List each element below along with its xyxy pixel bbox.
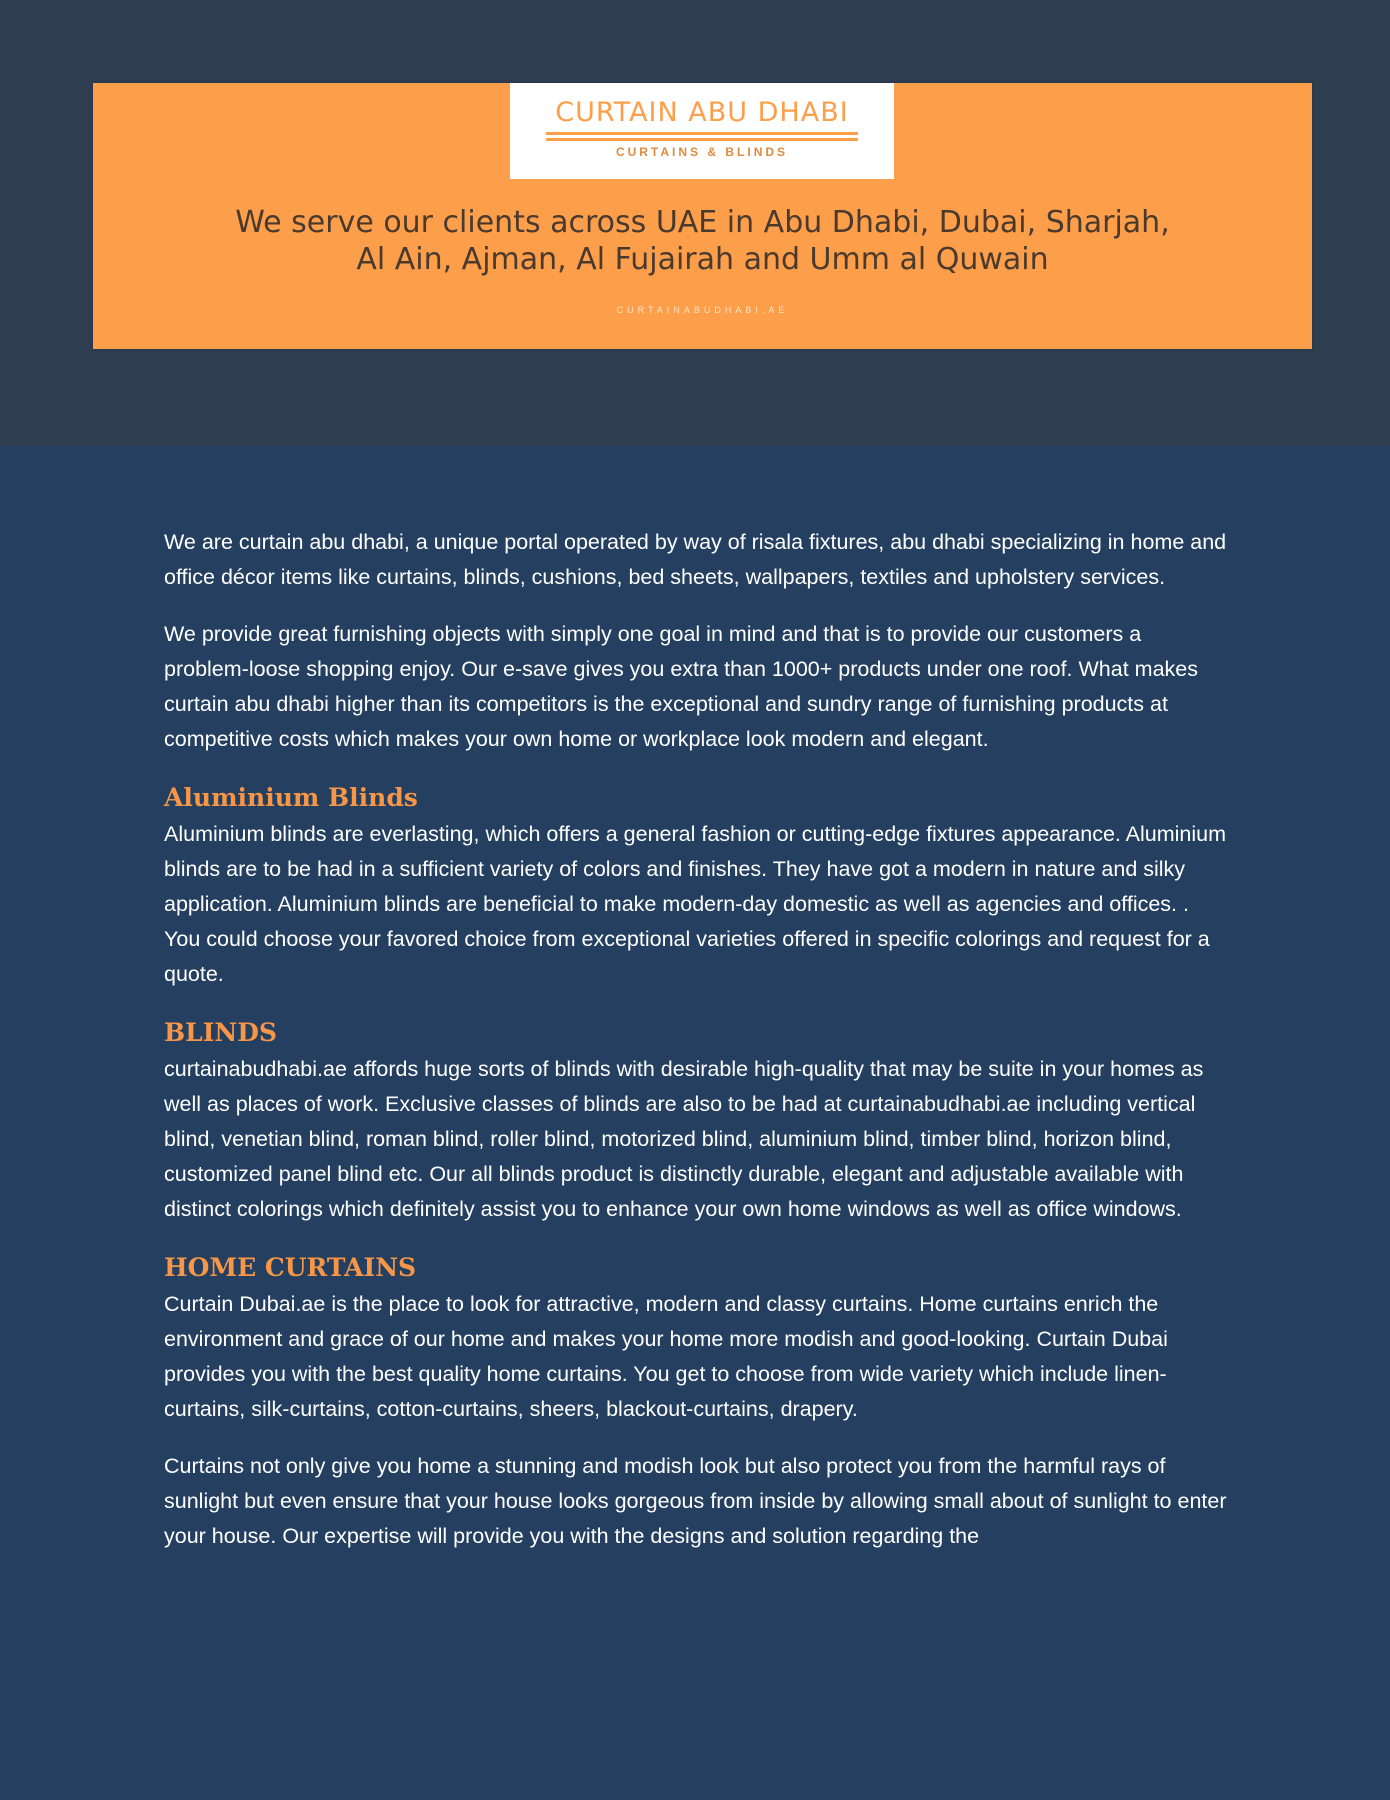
section-heading-home-curtains: HOME CURTAINS [164,1253,417,1282]
section-paragraph: Curtain Dubai.ae is the place to look for attractive, modern and classy curtains. Home curtains enrich the environment and grace of our home and makes your home more modish and good-looking. Curtain Dubai provides you with the best quality home curtains. You get to choose from wide variety which include linen-curtains, silk-curtains, cotton-curtains, sheers, blackout-curtains, drapery. [164,1292,1168,1421]
header-band [0,0,1390,446]
logo-tagline: CURTAINS & BLINDS [615,145,789,159]
logo-rule [546,132,858,135]
banner-url: CURTAINABUDHABI.AE [616,305,789,315]
section-heading-aluminium-blinds: Aluminium Blinds [164,783,418,812]
logo-rule [546,138,858,141]
section-heading-blinds: BLINDS [164,1018,277,1047]
banner-headline [93,204,1312,278]
section-paragraph: curtainabudhabi.ae affords huge sorts of blinds with desirable high-quality that may be suite in your homes as well as places of work. Exclusive classes of blinds are also to be had at curtainabudhabi.ae including vertical blind, venetian blind, roman blind, roller blind, motorized blind, aluminium blind, timber blind, horizon blind, customized panel blind etc. Our all blinds product is distinctly durable, elegant and adjustable available with distinct colorings which definitely assist you to enhance your own home windows as well as office windows. [164,1057,1204,1221]
banner-headline-line2: Al Ain, Ajman, Al Fujairah and Umm al Quwain [356,242,1049,277]
section-paragraph: Aluminium blinds are everlasting, which offers a general fashion or cutting-edge fixtures appearance. Aluminium blinds are to be had in a sufficient variety of colors and finishes. They have got a modern in nature and silky application. Aluminium blinds are beneficial to make modern-day domestic as well as agencies and offices. . You could choose your favored choice from exceptional varieties offered in specific colorings and request for a quote. [164,822,1227,986]
logo-name: CURTAIN ABU DHABI [555,97,849,128]
banner-image [93,83,1312,349]
article-body [164,525,1230,1576]
section-paragraph: Curtains not only give you home a stunning and modish look but also protect you from the harmful rays of sunlight but even ensure that your house looks gorgeous from inside by allowing small about of sunlight to enter your house. Our expertise will provide you with the designs and solution regarding the [164,1454,1227,1548]
intro-paragraph: We provide great furnishing objects with simply one goal in mind and that is to provide our customers a problem-loose shopping enjoy. Our e-save gives you extra than 1000+ products under one roof. What makes curtain abu dhabi higher than its competitors is the exceptional and sundry range of furnishing products at competitive costs which makes your own home or workplace look modern and elegant. [164,622,1198,751]
intro-paragraph: We are curtain abu dhabi, a unique portal operated by way of risala fixtures, abu dhabi specializing in home and office décor items like curtains, blinds, cushions, bed sheets, wallpapers, textiles and upholstery services. [164,530,1227,589]
logo [510,83,894,179]
banner-headline-line1: We serve our clients across UAE in Abu Dhabi, Dubai, Sharjah, [235,205,1170,240]
